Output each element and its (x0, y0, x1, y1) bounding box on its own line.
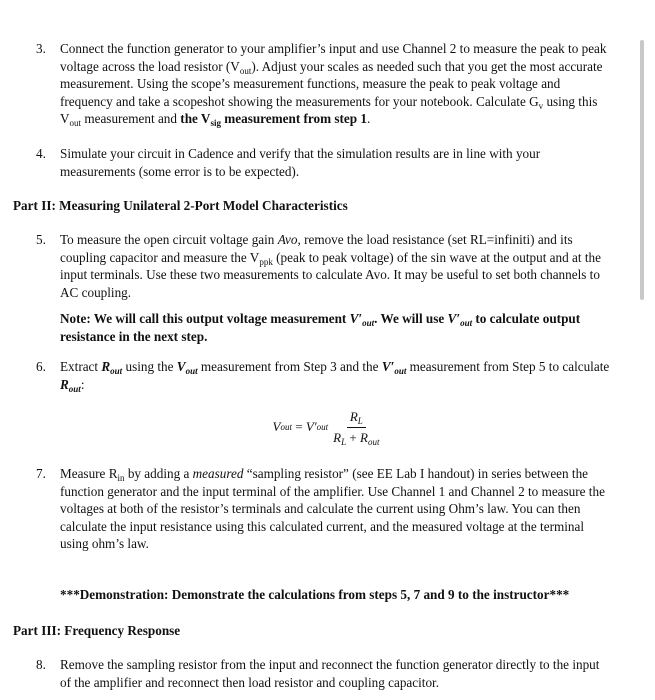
step-text: Remove the sampling resistor from the input and reconnect the function generator directly to the input of the amplifier and reconnect then load resistor and coupling capacitor. (60, 657, 600, 690)
step-text: Connect the function generator to your amplifier’s input and use Channel 2 to measure the peak to peak voltage across the load resistor $(V_{out})$. Adjust your scales as needed such that you get the most accurate measurement. Using the scope’s measurement functions, measure the peak to peak voltage and frequency and take a scopeshot showing the measurements for your notebook. Calculate $G_v$ using this $V_{out}$ measurement and the $V_{sig}$ measurement from step 1. (60, 41, 607, 128)
note: Note: We will call this output voltage measurement $V'_{out}$. We will use $V'_{out}$ to calculate output resistance in the next step. (60, 311, 581, 344)
step-number: 6. (36, 359, 46, 374)
fraction (330, 408, 382, 446)
step-text: Simulate your circuit in Cadence and verify that the simulation results are in line with your measurements (some error is to be expected). (60, 146, 541, 179)
demonstration-note: ***Demonstration: Demonstrate the calculations from steps 5, 7 and 9 to the instructor*** (60, 587, 570, 602)
step-7 (36, 465, 610, 553)
numerator: $R_L$ (347, 408, 366, 428)
step-4 (36, 145, 610, 180)
step-8 (36, 656, 610, 691)
step-text: Extract $R_{out}$ using the $V_{out}$ measurement from Step 3 and the $V'_{out}$ measurement from Step 5 to calculate $R_{out}$: (60, 359, 610, 394)
step-text: Measure $R_{in}$ by adding a measured “sampling resistor” (see EE Lab I handout) in series between the function generator and the input terminal of the amplifier. Use Channel 1 and Channel 2 to measure the voltages at both of the resistor’s terminals and calculate the current using Ohm’s law. You can then calculate the input resistance using this calculated current, and the measured voltage at the terminal using ohm’s law. (60, 466, 605, 551)
step-text: To measure the open circuit voltage gain Avo, remove the load resistance (set RL=infiniti) and its coupling capacitor and measure the $V_{ppk}$ (peak to peak voltage) of the sin wave at the output and at the input terminals. Use these two measurements to calculate Avo. It may be useful to set both channels to AC coupling. (60, 232, 601, 300)
part-3-heading: Part III: Frequency Response (13, 623, 181, 638)
scrollbar[interactable] (640, 40, 644, 300)
step-3 (36, 40, 610, 128)
step-5 (36, 231, 610, 301)
step-number: 3. (36, 41, 46, 56)
step-number: 4. (36, 146, 46, 161)
step-number: 7. (36, 466, 46, 481)
part-2-heading: Part II: Measuring Unilateral 2-Port Model Characteristics (13, 198, 348, 213)
step-6 (36, 358, 610, 393)
step-number: 5. (36, 232, 46, 247)
rout-equation: V out = V′ out $\frac{R_L}{R_L + R_{out}}$ (0, 408, 655, 446)
step-number: 8. (36, 657, 46, 672)
denominator: $R_L + R_{out}$ (333, 429, 380, 447)
